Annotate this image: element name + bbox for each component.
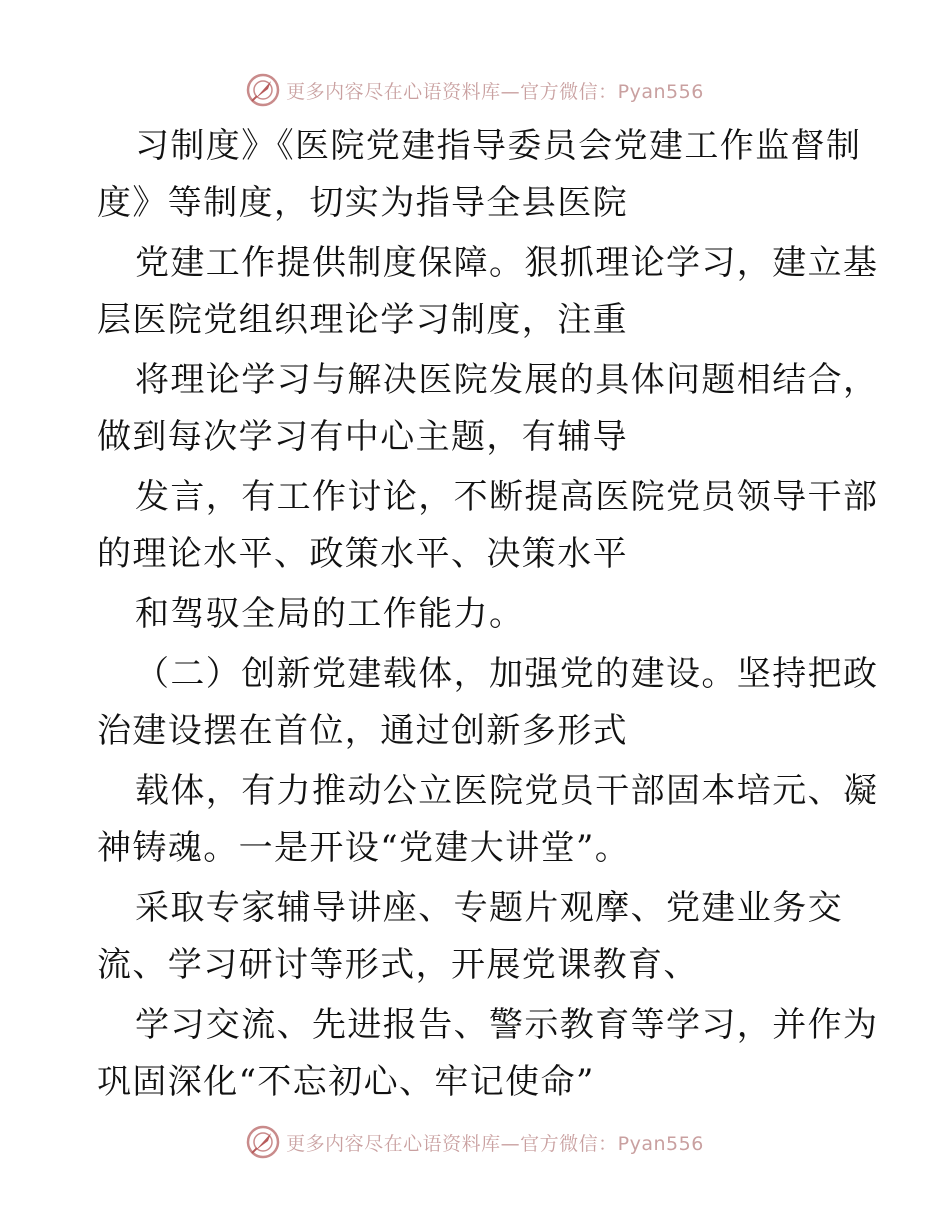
body-line: 做到每次学习有中心主题，有辅导 xyxy=(97,417,628,457)
body-line: 学习交流、先进报告、警示教育等学习，并作为 xyxy=(135,1005,879,1045)
document-body xyxy=(97,118,879,1111)
body-line: （二）创新党建载体，加强党的建设。坚持把政 xyxy=(135,654,879,694)
body-line: 习制度》《医院党建指导委员会党建工作监督制 xyxy=(135,126,862,166)
body-line: 载体，有力推动公立医院党员干部固本培元、凝 xyxy=(135,771,879,811)
body-line: 和驾驭全局的工作能力。 xyxy=(135,594,525,634)
body-line: 神铸魂。一是开设“党建大讲堂”。 xyxy=(97,828,631,868)
quill-logo-icon xyxy=(246,1125,280,1159)
body-line: 层医院党组织理论学习制度，注重 xyxy=(97,300,628,340)
header-watermark xyxy=(0,70,950,110)
body-line: 治建设摆在首位，通过创新多形式 xyxy=(97,711,628,751)
body-line: 党建工作提供制度保障。狠抓理论学习，建立基 xyxy=(135,243,879,283)
watermark-text: 更多内容尽在心语资料库—官方微信：Pyan556 xyxy=(286,80,704,103)
body-line: 采取专家辅导讲座、专题片观摩、党建业务交 xyxy=(135,888,843,928)
quill-logo-icon xyxy=(246,73,280,107)
watermark-text: 更多内容尽在心语资料库—官方微信：Pyan556 xyxy=(286,1132,704,1155)
body-line: 度》等制度，切实为指导全县医院 xyxy=(97,183,628,223)
body-line: 发言，有工作讨论，不断提高医院党员领导干部 xyxy=(135,477,879,517)
body-line: 的理论水平、政策水平、决策水平 xyxy=(97,534,628,574)
body-line: 将理论学习与解决医院发展的具体问题相结合， xyxy=(135,360,879,400)
body-line: 巩固深化“不忘初心、牢记使命” xyxy=(97,1062,595,1102)
footer-watermark xyxy=(0,1122,950,1162)
body-line: 流、学习研讨等形式，开展党课教育、 xyxy=(97,945,699,985)
